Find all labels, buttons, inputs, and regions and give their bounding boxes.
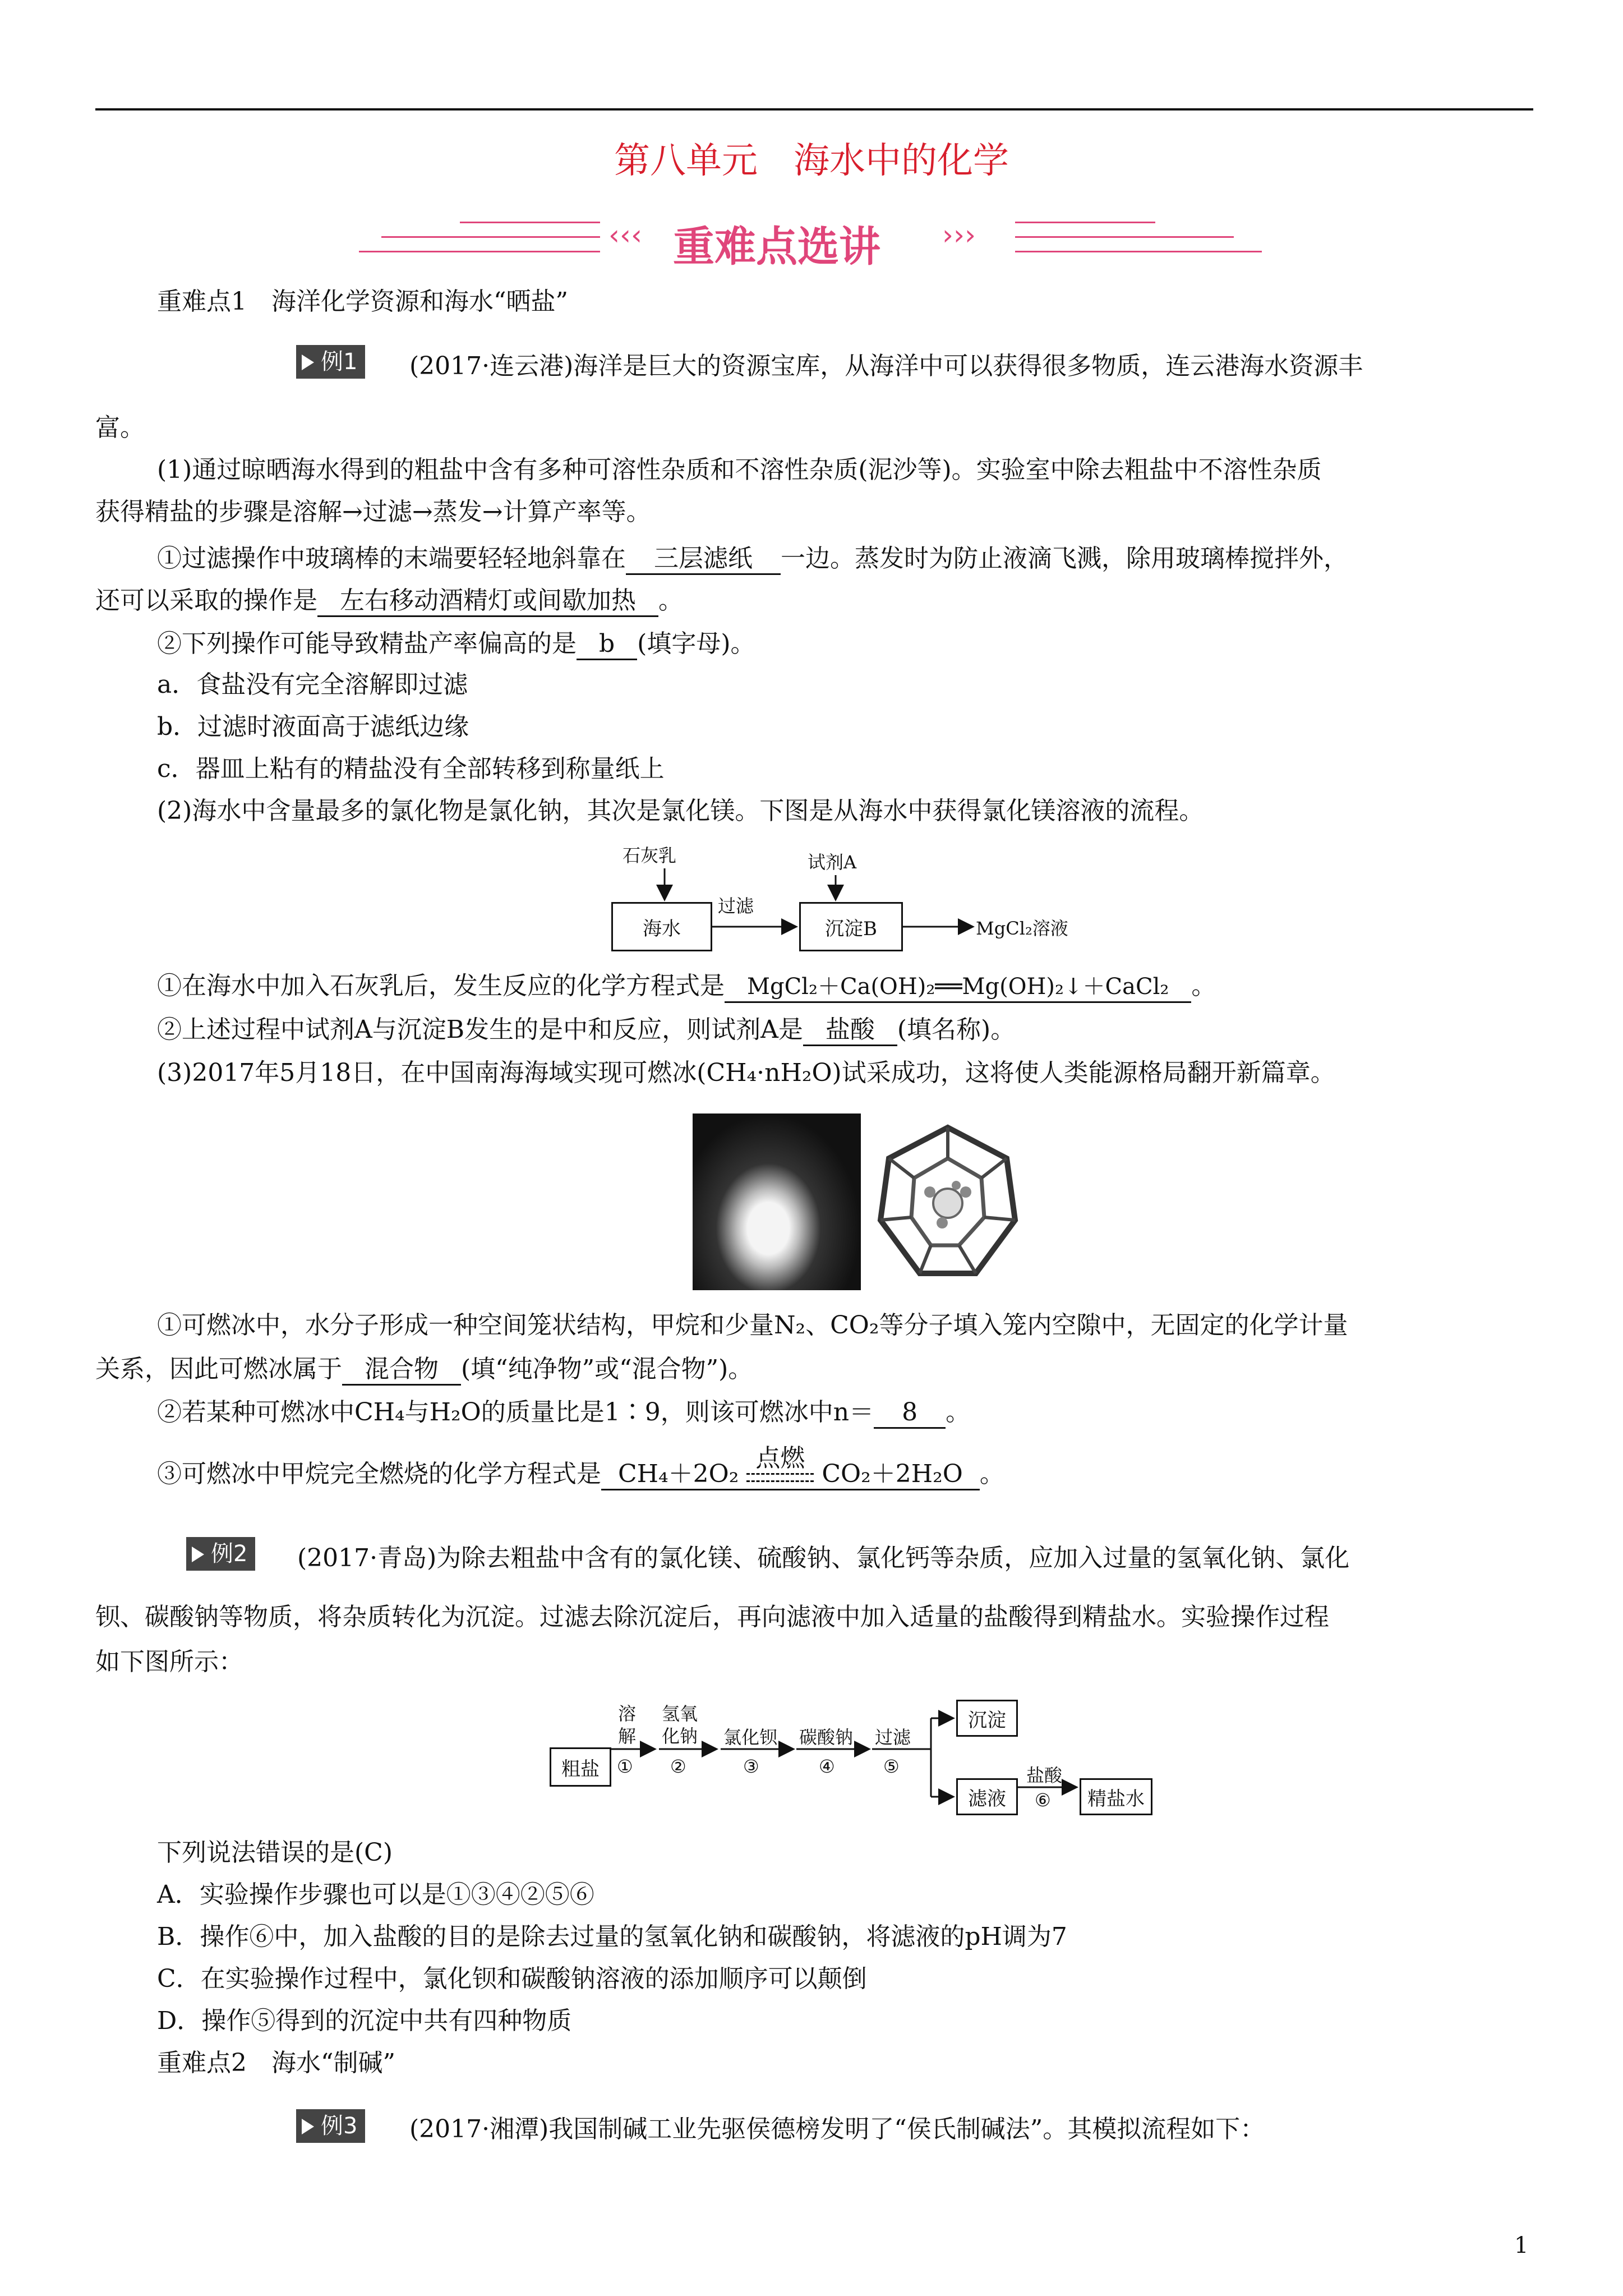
example-tag-1: 例1 xyxy=(296,345,365,379)
flow-step1a: 溶 xyxy=(618,1703,637,1724)
banner-line-right-top xyxy=(1015,222,1155,223)
example-tag-2: 例2 xyxy=(186,1537,255,1571)
page-number: 1 xyxy=(1514,2233,1529,2258)
ex1-q1b: 还可以采取的操作是 左右移动酒精灯或间歇加热 。 xyxy=(95,585,683,617)
answer-letter: b xyxy=(577,629,637,660)
ex2-option-a: A．实验操作步骤也可以是①③④②⑤⑥ xyxy=(157,1880,594,1909)
ex1-q7: ③可燃冰中甲烷完全燃烧的化学方程式是 CH₄＋2O₂ 点燃 CO₂＋2H₂O 。 xyxy=(157,1458,1004,1490)
flow-diagram-brine xyxy=(550,1700,1144,1829)
ex1-q5a: ①可燃冰中，水分子形成一种空间笼状结构，甲烷和少量N₂、CO₂等分子填入笼内空隙中，无固定的化学计量 xyxy=(157,1311,1348,1340)
banner-line-right-bot xyxy=(1015,251,1262,252)
flow-num2: ② xyxy=(670,1756,686,1777)
photo-burning-ice xyxy=(693,1114,861,1290)
flow-step5: 过滤 xyxy=(875,1727,911,1748)
ex1-opt-b: b．过滤时液面高于滤纸边缘 xyxy=(157,712,469,741)
flow-arrows-2 xyxy=(550,1700,1144,1829)
ex1-p1b: 获得精盐的步骤是溶解→过滤→蒸发→计算产率等。 xyxy=(95,498,651,526)
flow-box-filtrate: 滤液 xyxy=(956,1778,1018,1815)
ex1-q4: ②上述过程中试剂A与沉淀B发生的是中和反应，则试剂A是 盐酸 (填名称)。 xyxy=(157,1014,1015,1046)
ex1-intro-a: (2017·连云港)海洋是巨大的资源宝库，从海洋中可以获得很多物质，连云港海水资源丰 xyxy=(409,352,1363,380)
banner-chevrons-left: ‹‹‹ xyxy=(608,219,642,251)
banner-line-left-top xyxy=(460,222,600,223)
flow-num6: ⑥ xyxy=(1035,1789,1051,1811)
answer-equation-methane: CH₄＋2O₂ 点燃 CO₂＋2H₂O xyxy=(601,1460,980,1490)
flow-label-filter: 过滤 xyxy=(718,895,754,917)
top-rule xyxy=(95,108,1533,111)
banner xyxy=(359,216,1267,271)
ex3-l1: (2017·湘潭)我国制碱工业先驱侯德榜发明了“侯氏制碱法”。其模拟流程如下： xyxy=(409,2115,1265,2143)
flow-step2a: 氢氧 xyxy=(662,1703,698,1724)
ex1-opt-a: a．食盐没有完全溶解即过滤 xyxy=(157,670,468,699)
flow-label-lime: 石灰乳 xyxy=(623,845,677,866)
ex2-l3: 如下图所示： xyxy=(95,1648,243,1676)
section-heading-1: 重难点1 海洋化学资源和海水“晒盐” xyxy=(157,287,568,316)
flow-num1: ① xyxy=(617,1756,633,1777)
answer-filter-paper: 三层滤纸 xyxy=(626,544,781,575)
ex1-opt-c: c．器皿上粘有的精盐没有全部转移到称量纸上 xyxy=(157,754,665,783)
reaction-condition: 点燃 xyxy=(746,1473,814,1482)
answer-equation-mg: MgCl₂＋Ca(OH)₂══Mg(OH)₂↓＋CaCl₂ xyxy=(725,972,1191,1003)
ex1-q6: ②若某种可燃冰中CH₄与H₂O的质量比是1∶9，则该可燃冰中n＝ 8 。 xyxy=(157,1397,970,1429)
flow-box-precipitate-b: 沉淀B xyxy=(799,902,903,951)
answer-n: 8 xyxy=(874,1398,946,1429)
ex1-q1a: ①过滤操作中玻璃棒的末端要轻轻地斜靠在 三层滤纸 一边。蒸发时为防止液滴飞溅，除用玻璃棒搅拌外， xyxy=(157,543,1348,575)
flow-step1b: 解 xyxy=(618,1726,637,1747)
banner-chevrons-right: ››› xyxy=(942,219,976,251)
section-heading-2: 重难点2 海水“制碱” xyxy=(157,2049,395,2077)
page-title: 第八单元 海水中的化学 xyxy=(614,140,1009,182)
ex1-q2: ②下列操作可能导致精盐产率偏高的是 b (填字母)。 xyxy=(157,628,755,660)
play-triangle-icon xyxy=(302,355,314,370)
flow-arrows xyxy=(606,841,1110,970)
banner-text: 重难点选讲 xyxy=(673,223,880,271)
ex1-p1a: (1)通过晾晒海水得到的粗盐中含有多种可溶性杂质和不溶性杂质(泥沙等)。实验室中除去粗盐中不溶性杂质 xyxy=(157,455,1322,484)
flow-step4: 碳酸钠 xyxy=(799,1727,854,1748)
ex2-option-d: D．操作⑤得到的沉淀中共有四种物质 xyxy=(157,2007,572,2035)
banner-line-right-mid xyxy=(1015,236,1234,238)
ex1-p3: (3)2017年5月18日，在中国南海海域实现可燃冰(CH₄·nH₂O)试采成功，这将使人类能源格局翻开新篇章。 xyxy=(157,1059,1335,1087)
flow-num5: ⑤ xyxy=(883,1756,900,1777)
ex2-l2: 钡、碳酸钠等物质，将杂质转化为沉淀。过滤去除沉淀后，再向滤液中加入适量的盐酸得到精盐水。实验操作过程 xyxy=(95,1603,1329,1631)
flow-step2b: 化钠 xyxy=(662,1726,698,1747)
flow-box-precipitate: 沉淀 xyxy=(956,1700,1018,1737)
flow-diagram-mgcl2 xyxy=(606,841,1110,970)
flow-label-product: MgCl₂溶液 xyxy=(976,918,1068,939)
answer-mixture: 混合物 xyxy=(342,1355,461,1386)
play-triangle-icon xyxy=(302,2119,314,2134)
flow-box-brine: 精盐水 xyxy=(1080,1778,1152,1815)
example-tag-3: 例3 xyxy=(296,2109,365,2143)
flow-label-acid: 盐酸 xyxy=(1026,1765,1063,1786)
answer-acid: 盐酸 xyxy=(803,1015,897,1046)
ex2-option-c: C．在实验操作过程中，氯化钡和碳酸钠溶液的添加顺序可以颠倒 xyxy=(157,1964,867,1993)
ex2-l1: (2017·青岛)为除去粗盐中含有的氯化镁、硫酸钠、氯化钙等杂质，应加入过量的氢氧化钠、氯化 xyxy=(297,1544,1350,1572)
ex1-intro-b: 富。 xyxy=(95,413,145,442)
ex1-q3: ①在海水中加入石灰乳后，发生反应的化学方程式是 MgCl₂＋Ca(OH)₂══Mg(OH)₂↓＋CaCl₂ 。 xyxy=(157,970,1216,1003)
flow-num4: ④ xyxy=(819,1756,835,1777)
flow-step3: 氯化钡 xyxy=(723,1727,778,1748)
play-triangle-icon xyxy=(192,1547,204,1562)
ex1-q5b: 关系，因此可燃冰属于 混合物 (填“纯净物”或“混合物”)。 xyxy=(95,1354,753,1386)
flow-num3: ③ xyxy=(743,1756,759,1777)
flow-box-seawater: 海水 xyxy=(611,902,712,951)
ex2-question: 下列说法错误的是(C) xyxy=(157,1838,393,1867)
flow-label-reagent: 试剂A xyxy=(808,852,857,873)
flow-box-crude-salt: 粗盐 xyxy=(550,1747,611,1787)
ex2-option-b: B．操作⑥中，加入盐酸的目的是除去过量的氢氧化钠和碳酸钠，将滤液的pH调为7 xyxy=(157,1922,1067,1951)
ex1-p2: (2)海水中含量最多的氯化物是氯化钠，其次是氯化镁。下图是从海水中获得氯化镁溶液的流程。 xyxy=(157,797,1204,825)
photo-clathrate-cage xyxy=(864,1114,1032,1290)
banner-line-left-mid xyxy=(381,236,600,238)
answer-heating: 左右移动酒精灯或间歇加热 xyxy=(317,586,658,617)
banner-line-left-bot xyxy=(359,251,600,252)
